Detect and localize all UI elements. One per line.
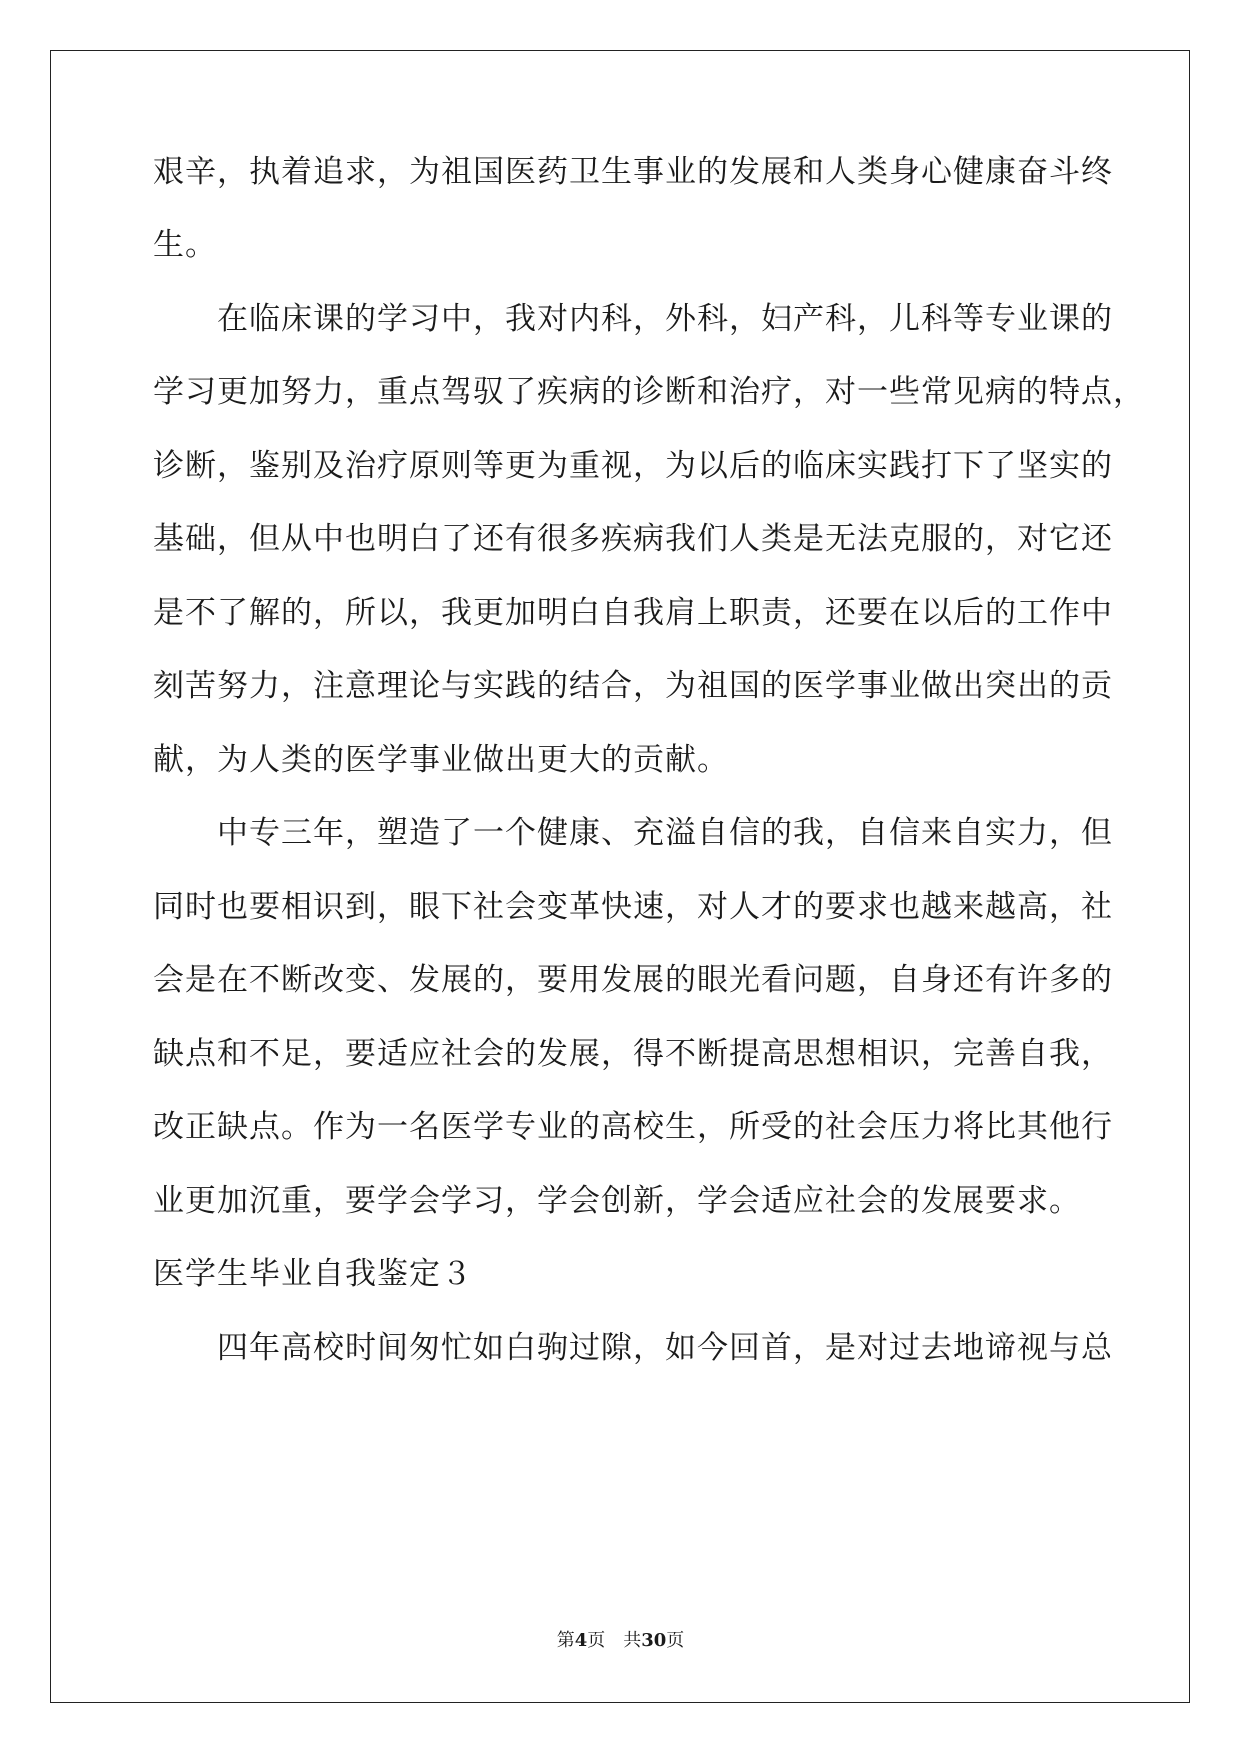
text-line: 业更加沉重，要学会学习，学会创新，学会适应社会的发展要求。 xyxy=(153,1183,1081,1219)
page-footer xyxy=(0,1629,1241,1653)
text-line: 缺点和不足，要适应社会的发展，得不断提高思想相识，完善自我， xyxy=(153,1036,1113,1072)
text-line: 献，为人类的医学事业做出更大的贡献。 xyxy=(153,742,729,778)
text-line: 中专三年，塑造了一个健康、充溢自信的我，自信来自实力，但 xyxy=(153,815,1113,851)
page-border xyxy=(50,50,1190,1703)
text-line: 诊断，鉴别及治疗原则等更为重视，为以后的临床实践打下了坚实的 xyxy=(153,448,1113,484)
text-line: 艰辛，执着追求，为祖国医药卫生事业的发展和人类身心健康奋斗终 xyxy=(153,154,1113,190)
text-line: 改正缺点。作为一名医学专业的高校生，所受的社会压力将比其他行 xyxy=(153,1109,1113,1145)
footer-prefix: 第 xyxy=(556,1630,575,1651)
footer-suffix: 页 xyxy=(666,1630,685,1651)
section-heading: 医学生毕业自我鉴定３ xyxy=(153,1256,473,1292)
text-line: 是不了解的，所以，我更加明白自我肩上职责，还要在以后的工作中 xyxy=(153,595,1113,631)
text-line: 四年高校时间匆忙如白驹过隙，如今回首，是对过去地谛视与总 xyxy=(153,1330,1113,1366)
text-line: 会是在不断改变、发展的，要用发展的眼光看问题，自身还有许多的 xyxy=(153,962,1113,998)
text-line: 在临床课的学习中，我对内科，外科，妇产科，儿科等专业课的 xyxy=(153,301,1113,337)
text-line: 基础，但从中也明白了还有很多疾病我们人类是无法克服的，对它还 xyxy=(153,521,1113,557)
footer-mid: 页 共 xyxy=(587,1630,642,1651)
text-line: 同时也要相识到，眼下社会变革快速，对人才的要求也越来越高，社 xyxy=(153,889,1113,925)
text-line: 生。 xyxy=(153,227,217,263)
text-line: 刻苦努力，注意理论与实践的结合，为祖国的医学事业做出突出的贡 xyxy=(153,668,1113,704)
current-page-number: 4 xyxy=(574,1630,588,1651)
text-line: 学习更加努力，重点驾驭了疾病的诊断和治疗，对一些常见病的特点， xyxy=(153,374,1145,410)
total-page-count: 30 xyxy=(641,1630,667,1651)
